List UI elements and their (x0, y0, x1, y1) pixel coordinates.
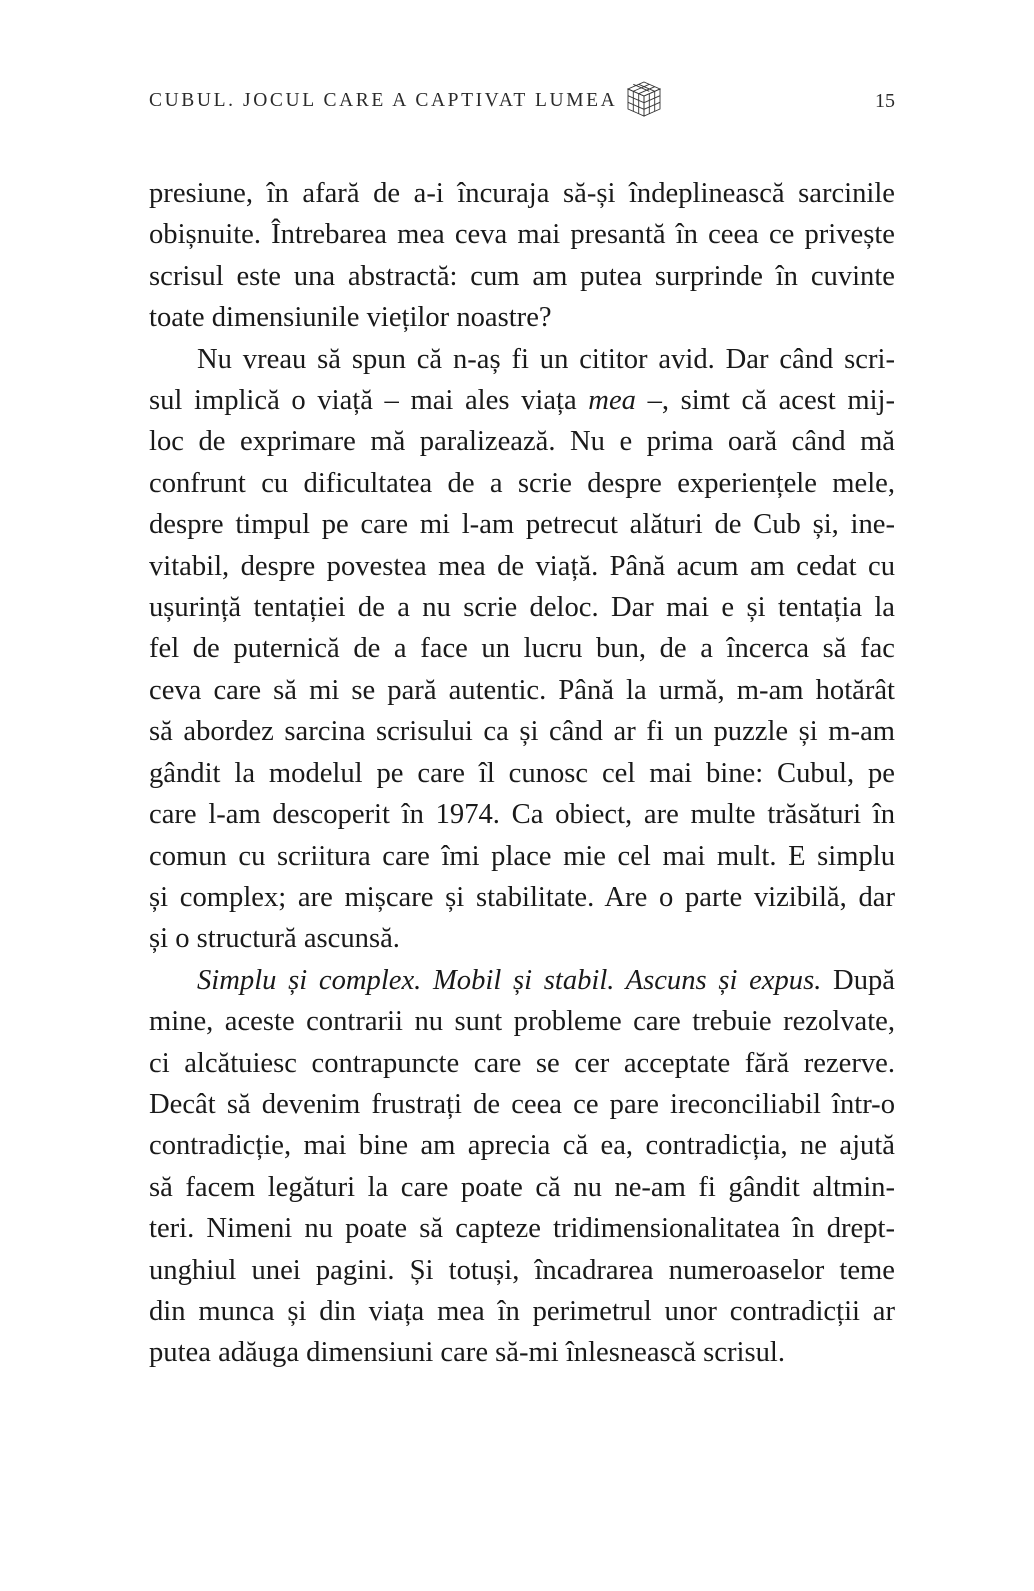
text-line: toate dimensiunile vieților noastre? (149, 302, 552, 334)
text-line: Nu vreau să spun că n-aș fi un cititor avid. Dar când scri- (197, 343, 895, 375)
text-line: obișnuite. Întrebarea mea ceva mai presantă în ceea ce privește (149, 219, 895, 251)
text-line: ușurință tentației de a nu scrie deloc. Dar mai e și tentația la (149, 592, 895, 624)
text-line: comun cu scriitura care îmi place mie cel mai mult. E simplu (149, 840, 895, 872)
rubiks-cube-icon (622, 78, 666, 122)
paragraph-3 (149, 960, 895, 1374)
text-line: contradicție, mai bine am aprecia că ea, contradicția, ne ajută (149, 1130, 895, 1162)
text-line: Simplu și complex. Mobil și stabil. Ascuns și expus. După (197, 964, 895, 996)
text-line: scrisul este una abstractă: cum am putea surprinde în cuvinte (149, 260, 895, 292)
text-line: sul implică o viață – mai ales viața mea –, simt că acest mij- (149, 385, 896, 417)
text-line: și complex; are mișcare și stabilitate. Are o parte vizibilă, dar (149, 881, 895, 913)
text-line: să facem legături la care poate că nu ne-am fi gândit altmin- (149, 1171, 895, 1203)
text-line: ci alcătuiesc contrapuncte care se cer acceptate fără rezerve. (149, 1047, 895, 1079)
text-line: despre timpul pe care mi l-am petrecut alături de Cub și, ine- (149, 509, 895, 541)
paragraph-2 (149, 339, 895, 960)
text-line: să abordez sarcina scrisului ca și când ar fi un puzzle și m-am (149, 716, 895, 748)
text-line: putea adăuga dimensiuni care să-mi înlesnească scrisul. (149, 1337, 785, 1369)
body-text (149, 173, 895, 1374)
text-line: unghiul unei pagini. Și totuși, încadrarea numeroaselor teme (149, 1254, 895, 1286)
running-title: CUBUL. JOCUL CARE A CAPTIVAT LUMEA (149, 90, 618, 111)
paragraph-1 (149, 173, 895, 339)
text-line: Decât să devenim frustrați de ceea ce pare ireconciliabil într-o (149, 1088, 895, 1120)
text-line: mine, aceste contrarii nu sunt probleme care trebuie rezolvate, (149, 1006, 895, 1038)
text-line: presiune, în afară de a-i încuraja să-și îndeplinească sarcinile (149, 178, 895, 209)
text-line: și o structură ascunsă. (149, 923, 400, 955)
emphasis: mea (588, 385, 636, 417)
text-line: fel de puternică de a face un lucru bun, de a încerca să fac (149, 633, 895, 665)
text-line: vitabil, despre povestea mea de viață. Până acum am cedat cu (149, 550, 895, 582)
page-number: 15 (875, 90, 895, 112)
text-line: din munca și din viața mea în perimetrul unor contradicții ar (149, 1295, 895, 1327)
text-line: loc de exprimare mă paralizează. Nu e prima oară când mă (149, 426, 895, 458)
text-line: gândit la modelul pe care îl cunosc cel mai bine: Cubul, pe (149, 757, 895, 789)
emphasis: Simplu și complex. Mobil și stabil. Ascuns și expus. (197, 964, 822, 996)
running-header (149, 86, 895, 126)
text-line: ceva care să mi se pară autentic. Până la urmă, m-am hotărât (149, 674, 895, 706)
text-line: care l-am descoperit în 1974. Ca obiect, are multe trăsături în (149, 799, 895, 831)
text-line: confrunt cu dificultatea de a scrie despre experiențele mele, (149, 467, 895, 499)
text-line: teri. Nimeni nu poate să capteze tridimensionalitatea în drept- (149, 1213, 895, 1245)
